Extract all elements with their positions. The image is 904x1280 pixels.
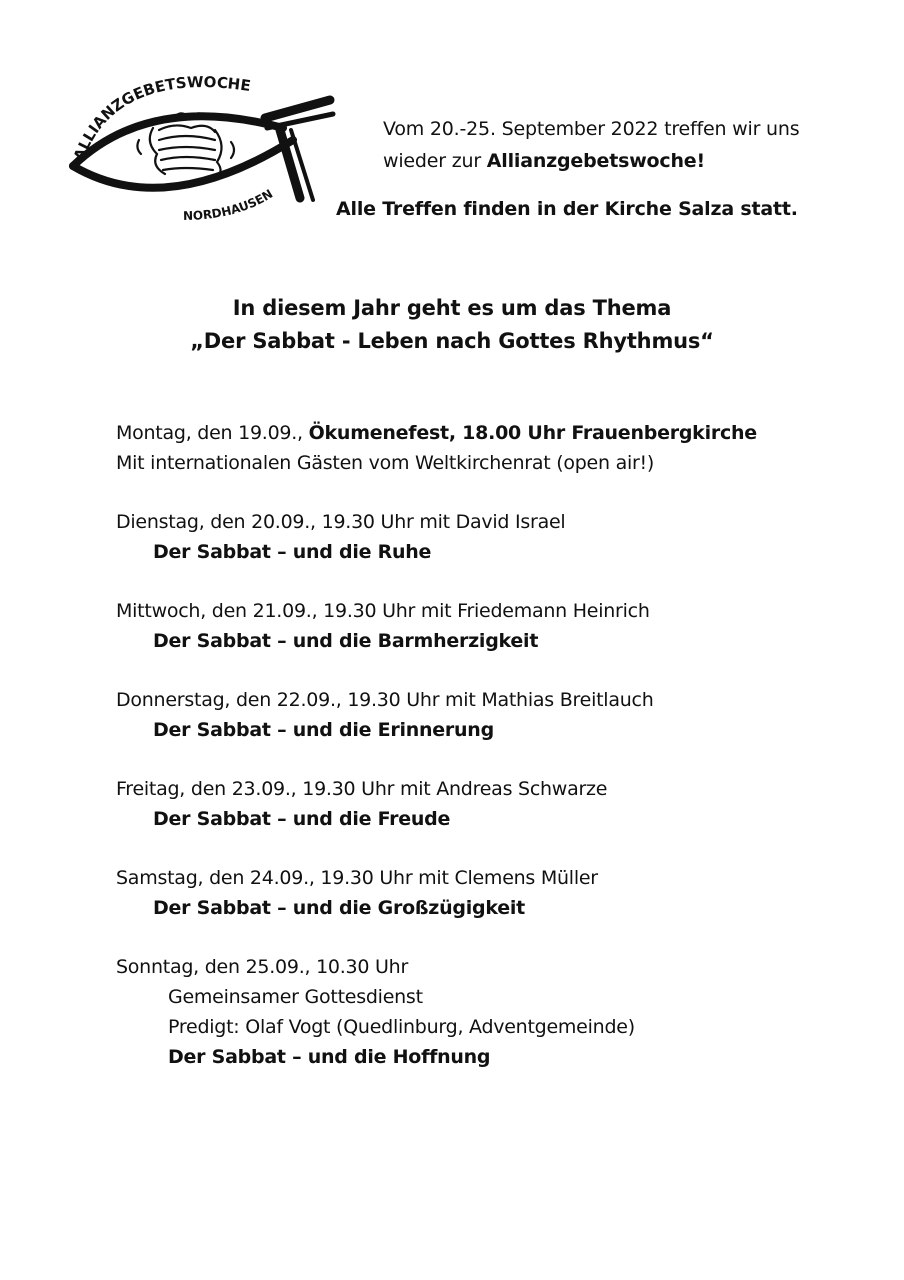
event-day bbox=[116, 418, 757, 448]
intro-event-name: Allianzgebetswoche! bbox=[486, 150, 705, 172]
intro-line-2-prefix: wieder zur bbox=[383, 150, 487, 172]
event-topic: Der Sabbat – und die Erinnerung bbox=[153, 719, 494, 741]
event-day: Sonntag, den 25.09., 10.30 Uhr bbox=[116, 956, 409, 978]
event-topic: Der Sabbat – und die Ruhe bbox=[153, 541, 432, 563]
event-day: Donnerstag, den 22.09., 19.30 Uhr mit Mathias Breitlauch bbox=[116, 689, 654, 711]
schedule bbox=[116, 418, 757, 1101]
monday-day: Montag, den 19.09., bbox=[116, 422, 309, 444]
event-monday bbox=[116, 418, 757, 478]
svg-text:NORDHAUSEN bbox=[183, 187, 275, 223]
sunday-preacher: Predigt: Olaf Vogt (Quedlinburg, Adventgemeinde) bbox=[168, 1016, 635, 1038]
logo-bottom-text: NORDHAUSEN bbox=[182, 186, 276, 224]
event-friday bbox=[116, 774, 757, 834]
event-sunday bbox=[116, 952, 757, 1072]
event-thursday bbox=[116, 685, 757, 745]
event-saturday bbox=[116, 863, 757, 923]
intro-line-1: Vom 20.-25. September 2022 treffen wir uns bbox=[383, 118, 800, 140]
sunday-service: Gemeinsamer Gottesdienst bbox=[168, 986, 423, 1008]
location-note: Alle Treffen finden in der Kirche Salza statt. bbox=[336, 198, 798, 220]
theme-line-1: In diesem Jahr geht es um das Thema bbox=[232, 296, 672, 320]
theme-line-2: „Der Sabbat - Leben nach Gottes Rhythmus“ bbox=[190, 329, 714, 353]
event-day: Mittwoch, den 21.09., 19.30 Uhr mit Friedemann Heinrich bbox=[116, 600, 650, 622]
event-day: Freitag, den 23.09., 19.30 Uhr mit Andreas Schwarze bbox=[116, 778, 608, 800]
event-topic: Der Sabbat – und die Freude bbox=[153, 808, 451, 830]
intro-line-2 bbox=[383, 145, 799, 177]
allianzgebetswoche-logo bbox=[55, 70, 340, 230]
event-topic: Der Sabbat – und die Großzügigkeit bbox=[153, 897, 525, 919]
monday-event: Ökumenefest, 18.00 Uhr Frauenbergkirche bbox=[308, 422, 757, 444]
event-tuesday bbox=[116, 507, 757, 567]
event-topic: Der Sabbat – und die Barmherzigkeit bbox=[153, 630, 539, 652]
event-day: Samstag, den 24.09., 19.30 Uhr mit Clemens Müller bbox=[116, 867, 598, 889]
logo-top-text: ALLIANZGEBETSWOCHE bbox=[69, 72, 252, 164]
intro-text bbox=[383, 113, 799, 177]
event-wednesday bbox=[116, 596, 757, 656]
event-day: Dienstag, den 20.09., 19.30 Uhr mit David Israel bbox=[116, 511, 566, 533]
monday-note: Mit internationalen Gästen vom Weltkirchenrat (open air!) bbox=[116, 452, 655, 474]
theme-heading bbox=[0, 292, 904, 358]
event-topic: Der Sabbat – und die Hoffnung bbox=[168, 1046, 491, 1068]
